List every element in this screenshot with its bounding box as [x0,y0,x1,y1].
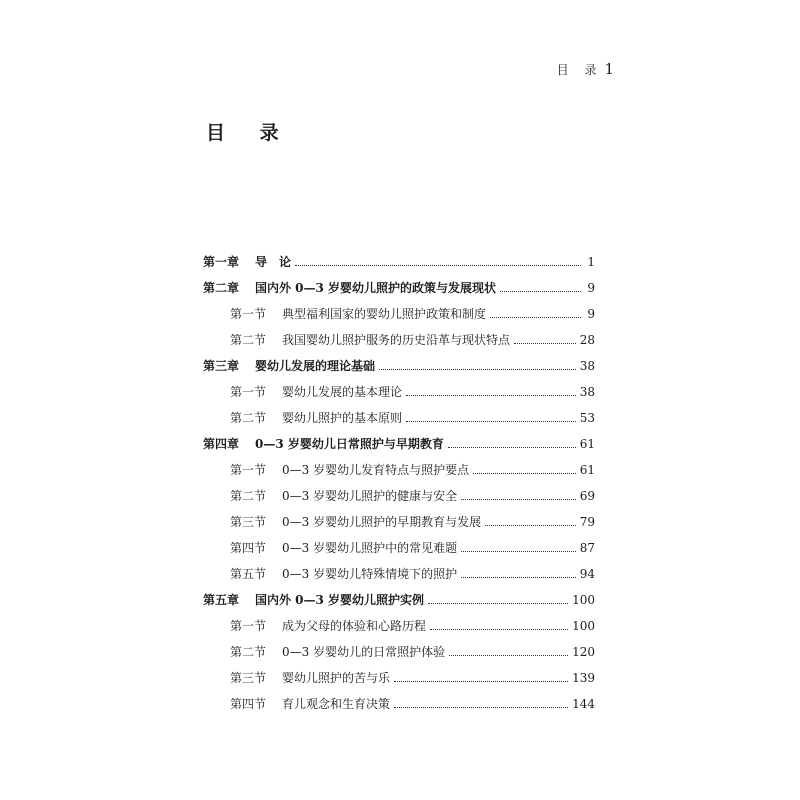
toc-entry-page: 144 [572,697,595,711]
toc-section-entry[interactable] [203,669,595,695]
running-head-label: 目 录 [556,63,603,77]
toc-entry-page: 94 [579,567,595,581]
table-of-contents [203,253,595,721]
toc-section-entry[interactable] [203,383,595,409]
toc-entry-number: 第一节 [230,385,267,399]
toc-entry-title: 0—3 岁婴幼儿照护的健康与安全 [282,489,458,503]
toc-section-entry[interactable] [203,305,595,331]
toc-entry-number: 第二节 [230,333,267,347]
toc-entry-title: 婴幼儿照护的基本原则 [282,411,403,425]
dot-leader [490,316,581,318]
toc-entry-page: 120 [572,645,595,659]
toc-chapter-entry[interactable] [203,253,595,279]
dot-leader [406,420,576,422]
dot-leader [473,472,576,474]
toc-section-entry[interactable] [203,565,595,591]
toc-section-entry[interactable] [203,513,595,539]
dot-leader [500,290,581,292]
toc-entry-page: 38 [579,359,595,373]
toc-entry-number: 第三章 [203,359,240,373]
toc-entry-title: 育儿观念和生育决策 [282,697,391,711]
toc-entry-title: 国内外 0—3 岁婴幼儿照护实例 [255,593,425,607]
toc-section-entry[interactable] [203,487,595,513]
toc-entry-page: 38 [579,385,595,399]
dot-leader [461,576,576,578]
toc-entry-page: 139 [572,671,595,685]
toc-entry-title: 我国婴幼儿照护服务的历史沿革与现状特点 [282,333,511,347]
toc-entry-page: 61 [579,437,595,451]
toc-entry-page: 1 [587,255,595,269]
dot-leader [449,654,568,656]
toc-entry-page: 53 [579,411,595,425]
dot-leader [430,628,568,630]
dot-leader [428,602,568,604]
toc-entry-number: 第二节 [230,489,267,503]
toc-entry-number: 第三节 [230,671,267,685]
toc-entry-page: 9 [587,307,595,321]
dot-leader [394,680,568,682]
toc-entry-number: 第二节 [230,411,267,425]
toc-entry-number: 第二章 [203,281,240,295]
toc-entry-page: 100 [572,593,595,607]
running-head [557,60,614,78]
toc-entry-page: 79 [579,515,595,529]
dot-leader [379,368,576,370]
toc-section-entry[interactable] [203,331,595,357]
toc-entry-number: 第一节 [230,307,267,321]
toc-entry-title: 成为父母的体验和心路历程 [282,619,427,633]
toc-entry-number: 第五节 [230,567,267,581]
toc-entry-number: 第四节 [230,697,267,711]
toc-entry-page: 28 [579,333,595,347]
page-number: 1 [604,60,614,78]
toc-section-entry[interactable] [203,461,595,487]
toc-chapter-entry[interactable] [203,279,595,305]
toc-entry-title: 婴幼儿发展的理论基础 [255,359,376,373]
toc-section-entry[interactable] [203,409,595,435]
toc-section-entry[interactable] [203,617,595,643]
toc-entry-title: 婴幼儿发展的基本理论 [282,385,403,399]
toc-entry-title: 0—3 岁婴幼儿发育特点与照护要点 [282,463,470,477]
page-title: 目 录 [206,122,293,144]
toc-entry-number: 第四章 [203,437,240,451]
toc-entry-number: 第三节 [230,515,267,529]
dot-leader [485,524,576,526]
toc-entry-number: 第一节 [230,619,267,633]
toc-entry-page: 87 [579,541,595,555]
toc-entry-page: 9 [587,281,595,295]
dot-leader [461,498,576,500]
toc-entry-page: 100 [572,619,595,633]
toc-entry-title: 0—3 岁婴幼儿照护中的常见难题 [282,541,458,555]
toc-entry-number: 第二节 [230,645,267,659]
toc-entry-number: 第五章 [203,593,240,607]
toc-entry-title: 0—3 岁婴幼儿特殊情境下的照护 [282,567,458,581]
toc-entry-title: 0—3 岁婴幼儿日常照护与早期教育 [255,437,444,451]
toc-section-entry[interactable] [203,643,595,669]
toc-entry-page: 69 [579,489,595,503]
toc-entry-title: 国内外 0—3 岁婴幼儿照护的政策与发展现状 [255,281,497,295]
dot-leader [295,264,581,266]
toc-chapter-entry[interactable] [203,357,595,383]
dot-leader [514,342,576,344]
toc-entry-title: 婴幼儿照护的苦与乐 [282,671,391,685]
toc-entry-number: 第一章 [203,255,240,269]
toc-chapter-entry[interactable] [203,435,595,461]
toc-chapter-entry[interactable] [203,591,595,617]
dot-leader [461,550,576,552]
dot-leader [394,706,568,708]
toc-section-entry[interactable] [203,539,595,565]
toc-entry-page: 61 [579,463,595,477]
toc-entry-title: 0—3 岁婴幼儿的日常照护体验 [282,645,446,659]
dot-leader [448,446,576,448]
dot-leader [406,394,576,396]
toc-entry-title: 典型福利国家的婴幼儿照护政策和制度 [282,307,487,321]
toc-entry-number: 第一节 [230,463,267,477]
toc-section-entry[interactable] [203,695,595,721]
toc-entry-number: 第四节 [230,541,267,555]
toc-entry-title: 导 论 [255,255,292,269]
toc-entry-title: 0—3 岁婴幼儿照护的早期教育与发展 [282,515,482,529]
